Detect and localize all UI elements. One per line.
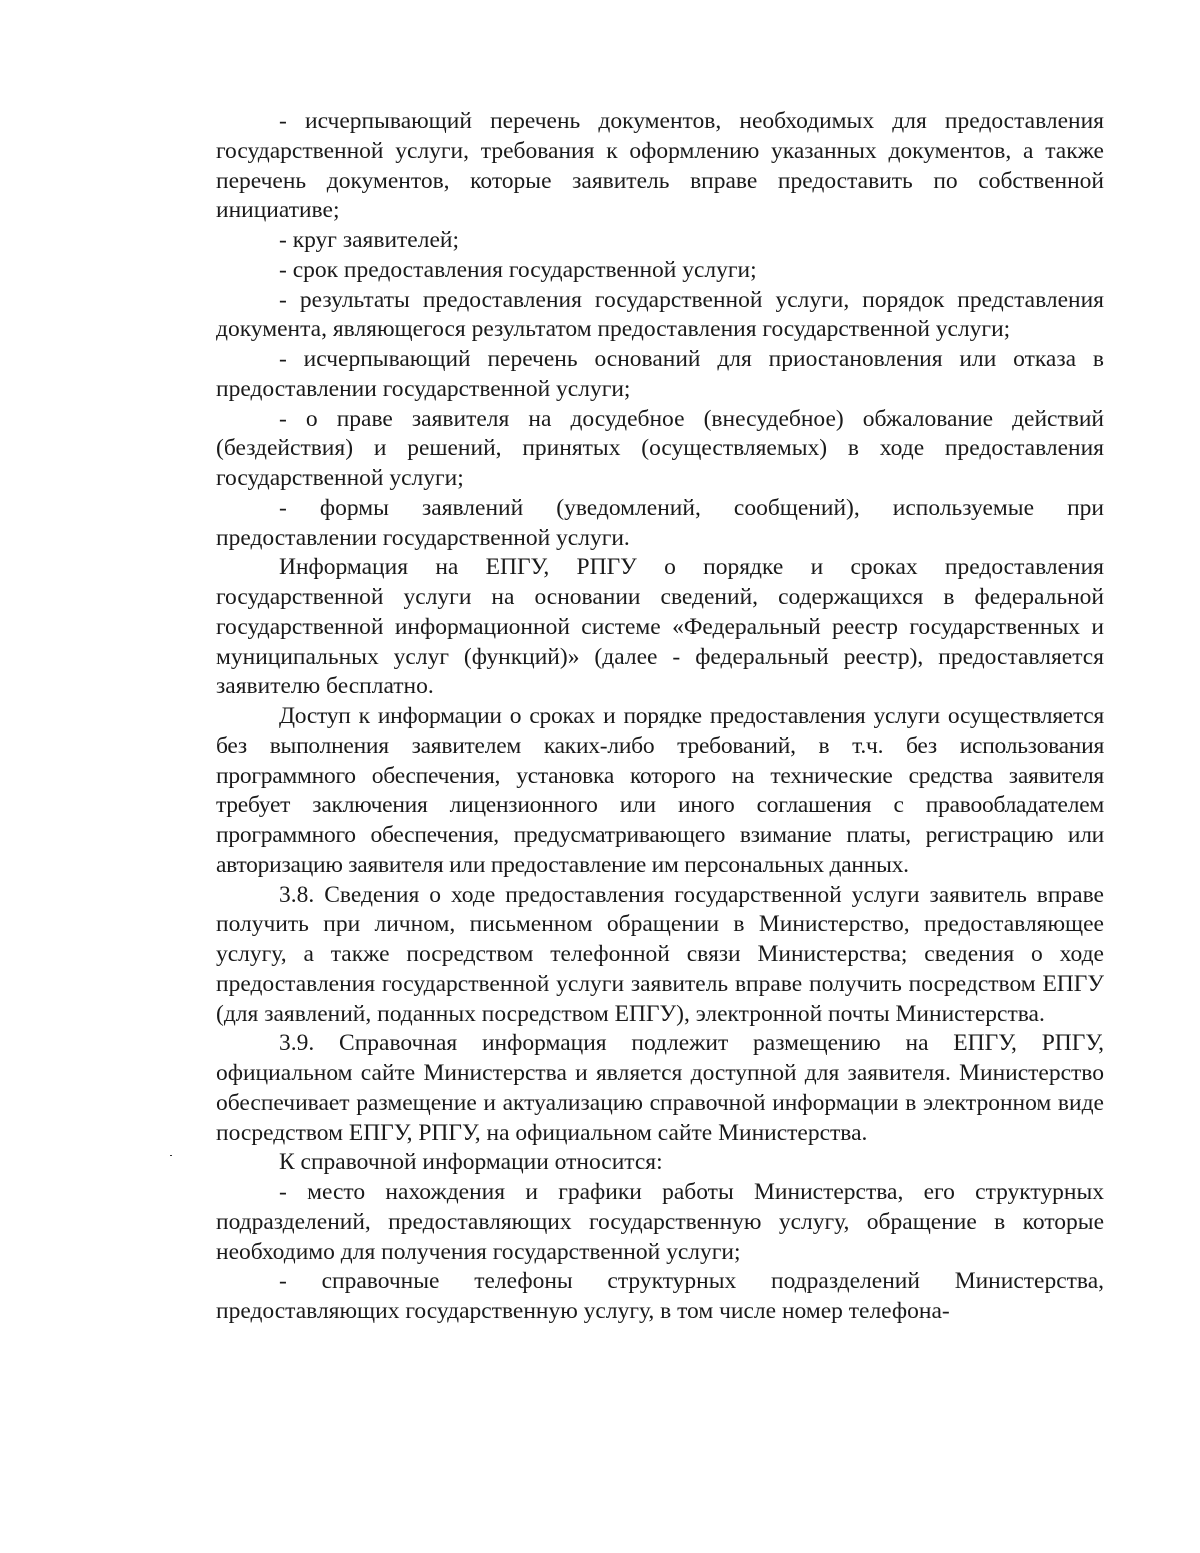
paragraph-list-item-results: - результаты предоставления государственной услуги, порядок представления документа, являющегося результатом предоставления государственной услуги; [216,286,1104,343]
paragraph-access: Доступ к информации о сроках и порядке предоставления услуги осуществляется без выполнения заявителем каких-либо требований, в т.ч. без использования программного обеспечения, установка которого на технические средства заявителя требует заключения лицензионного или иного соглашения с правообладателем программного обеспечения, предусматривающего взимание платы, регистрацию или авторизацию заявителя или предоставление им персональных данных. [216,703,1104,878]
paragraph-list-item-appeal: - о праве заявителя на досудебное (внесудебное) обжалование действий (бездействия) и решений, принятых (осуществляемых) в ходе предоставления государственной услуги; [216,405,1104,491]
paragraph-list-item-term: - срок предоставления государственной услуги; [279,256,757,283]
paragraph-list-item-phones: - справочные телефоны структурных подразделений Министерства, предоставляющих государственную услугу, в том числе номер телефона- [216,1268,1104,1324]
paragraph-list-item-applicants: - круг заявителей; [279,227,459,253]
paragraph-reference-info-heading: К справочной информации относится: [279,1149,663,1176]
paragraph-section-3-9: 3.9. Справочная информация подлежит размещению на ЕПГУ, РПГУ, официальном сайте Министерства и является доступной для заявителя. Министерство обеспечивает размещение и актуализацию справочной информации в электронном виде посредством ЕПГУ, РПГУ, на официальном сайте Министерства. [216,1030,1104,1146]
scan-speck [170,1155,172,1156]
paragraph-section-3-8: 3.8. Сведения о ходе предоставления государственной услуги заявитель вправе получить при личном, письменном обращении в Министерство, предоставляющее услугу, а также посредством телефонной связи Министерства; сведения о ходе предоставления государственной услуги заявитель вправе получить посредством ЕПГУ (для заявлений, поданных посредством ЕПГУ), электронной почты Министерства. [216,881,1104,1027]
paragraph-list-item-location: - место нахождения и графики работы Министерства, его структурных подразделений, предоставляющих государственную услугу, обращение в которые необходимо для получения государственной услуги; [216,1179,1104,1265]
paragraph-list-item-grounds: - исчерпывающий перечень оснований для приостановления или отказа в предоставлении государственной услуги; [216,346,1104,402]
document-body [216,107,1104,1327]
paragraph-list-item-forms: - формы заявлений (уведомлений, сообщений), используемые при предоставлении государственной услуги. [216,494,1104,551]
paragraph-info-epgu: Информация на ЕПГУ, РПГУ о порядке и сроках предоставления государственной услуги на основании сведений, содержащихся в федеральной государственной информационной системе «Федеральный реестр государственных и муниципальных услуг (функций)» (далее - федеральный реестр), предоставляется заявителю бесплатно. [216,554,1104,700]
paragraph-list-item-documents: - исчерпывающий перечень документов, необходимых для предоставления государственной услуги, требования к оформлению указанных документов, а также перечень документов, которые заявитель вправе предоставить по собственной инициативе; [216,108,1104,224]
